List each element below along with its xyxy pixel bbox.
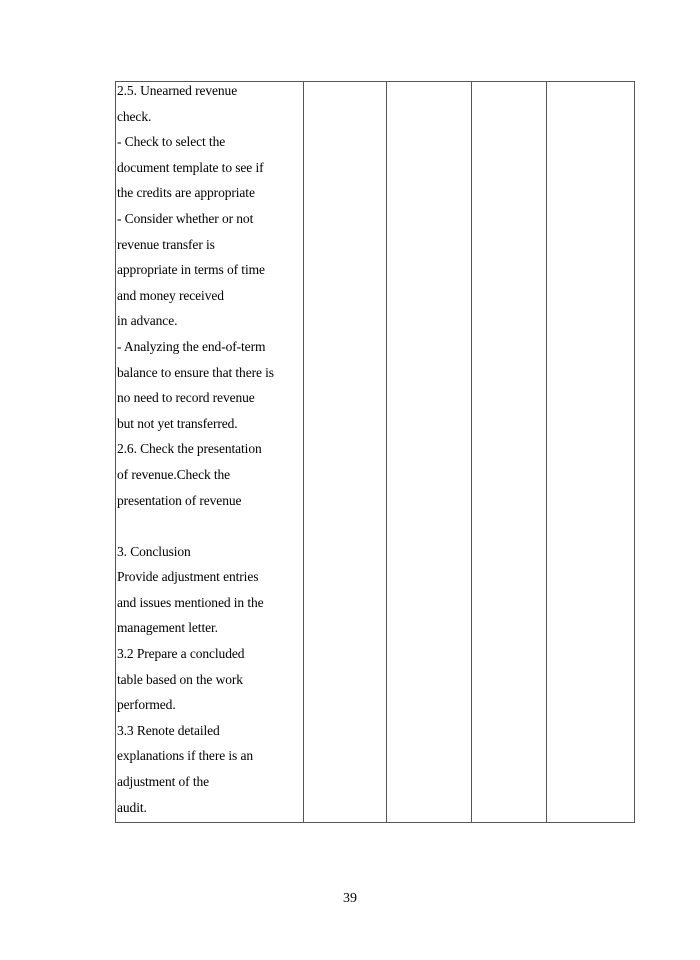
text-line: adjustment of the (117, 774, 210, 790)
text-line: - Analyzing the end-of-term (117, 338, 266, 354)
column-divider-4 (546, 82, 547, 822)
text-line: document template to see if (117, 159, 264, 175)
page-number: 39 (343, 891, 357, 906)
blank-line (117, 517, 303, 543)
text-line: presentation of revenue (117, 492, 242, 508)
text-line: explanations if there is an (117, 748, 254, 764)
text-line: in advance. (117, 313, 178, 329)
text-line: table based on the work (117, 671, 243, 687)
text-line: - Check to select the (117, 134, 226, 150)
text-line: 3.3 Renote detailed (117, 722, 220, 738)
text-line: 2.6. Check the presentation (117, 441, 262, 457)
text-line: check. (117, 108, 152, 124)
text-line: balance to ensure that there is (117, 364, 274, 380)
text-line: the credits are appropriate (117, 185, 255, 201)
column-divider-2 (386, 82, 387, 822)
text-line: revenue transfer is (117, 236, 215, 252)
column-divider-3 (471, 82, 472, 822)
text-line: performed. (117, 697, 176, 713)
procedure-text-cell (117, 82, 303, 824)
text-line: - Consider whether or not (117, 210, 254, 226)
text-line: management letter. (117, 620, 218, 636)
text-line: 3. Conclusion (117, 543, 191, 559)
text-line: but not yet transferred. (117, 415, 238, 431)
document-table (115, 81, 635, 823)
text-line: of revenue.Check the (117, 466, 231, 482)
text-line: audit. (117, 799, 147, 815)
text-line: appropriate in terms of time (117, 262, 265, 278)
text-line: Provide adjustment entries (117, 569, 259, 585)
column-divider-1 (303, 82, 304, 822)
text-line: no need to record revenue (117, 390, 255, 406)
text-line: 3.2 Prepare a concluded (117, 646, 245, 662)
text-line: and issues mentioned in the (117, 594, 264, 610)
text-line: and money received (117, 287, 224, 303)
text-line: 2.5. Unearned revenue (117, 83, 238, 98)
